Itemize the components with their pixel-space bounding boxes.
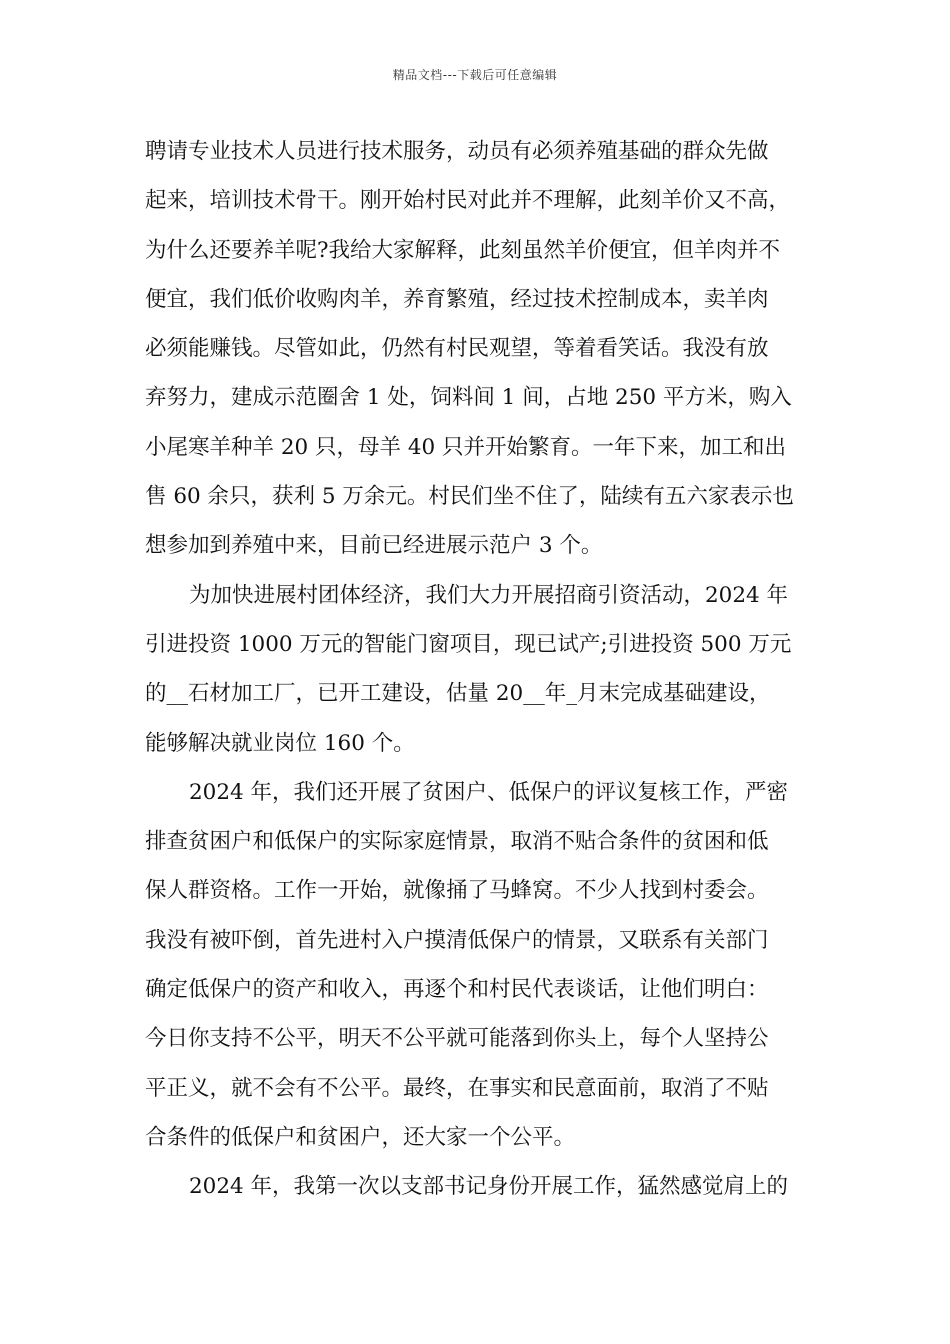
text-line: 为加快进展村团体经济，我们大力开展招商引资活动，2024 年: [189, 582, 789, 608]
text-line: 引进投资 1000 万元的智能门窗项目，现已试产;引进投资 500 万元: [145, 631, 792, 657]
text-line: 必须能赚钱。尽管如此，仍然有村民观望，等着看笑话。我没有放: [145, 336, 769, 362]
text-line: 2024 年，我们还开展了贫困户、低保户的评议复核工作，严密: [189, 779, 789, 805]
text-line: 的__石材加工厂，已开工建设，估量 20__年_月末完成基础建设，: [145, 681, 771, 707]
text-line: 平正义，就不会有不公平。最终，在事实和民意面前，取消了不贴: [145, 1075, 769, 1101]
text-line: 今日你支持不公平，明天不公平就可能落到你头上，每个人坚持公: [145, 1026, 769, 1052]
text-line: 为什么还要养羊呢?我给大家解释，此刻虽然羊价便宜，但羊肉并不: [145, 237, 781, 263]
text-line: 小尾寒羊种羊 20 只，母羊 40 只并开始繁育。一年下来，加工和出: [145, 434, 787, 460]
text-line: 2024 年，我第一次以支部书记身份开展工作，猛然感觉肩上的: [189, 1174, 789, 1200]
text-line: 聘请专业技术人员进行技术服务，动员有必须养殖基础的群众先做: [145, 139, 769, 164]
text-line: 便宜，我们低价收购肉羊，养育繁殖，经过技术控制成本，卖羊肉: [145, 286, 769, 312]
text-line: 排查贫困户和低保户的实际家庭情景，取消不贴合条件的贫困和低: [145, 829, 769, 855]
text-line: 确定低保户的资产和收入，再逐个和村民代表谈话，让他们明白：: [145, 977, 769, 1003]
text-line: 起来，培训技术骨干。刚开始村民对此并不理解，此刻羊价又不高，: [145, 188, 791, 214]
text-line: 我没有被吓倒，首先进村入户摸清低保户的情景，又联系有关部门: [145, 927, 769, 953]
text-line: 售 60 余只，获利 5 万余元。村民们坐不住了，陆续有五六家表示也: [145, 484, 794, 510]
text-line: 能够解决就业岗位 160 个。: [145, 730, 415, 756]
text-line: 保人群资格。工作一开始，就像捅了马蜂窝。不少人找到村委会。: [145, 878, 769, 904]
body-text: [145, 134, 810, 1219]
text-line: 想参加到养殖中来，目前已经进展示范户 3 个。: [145, 533, 603, 559]
text-line: 弃努力，建成示范圈舍 1 处，饲料间 1 间，占地 250 平方米，购入: [145, 385, 792, 411]
text-line: 合条件的低保户和贫困户，还大家一个公平。: [145, 1124, 576, 1150]
page-header: 精品文档---下载后可任意编辑: [392, 68, 558, 82]
